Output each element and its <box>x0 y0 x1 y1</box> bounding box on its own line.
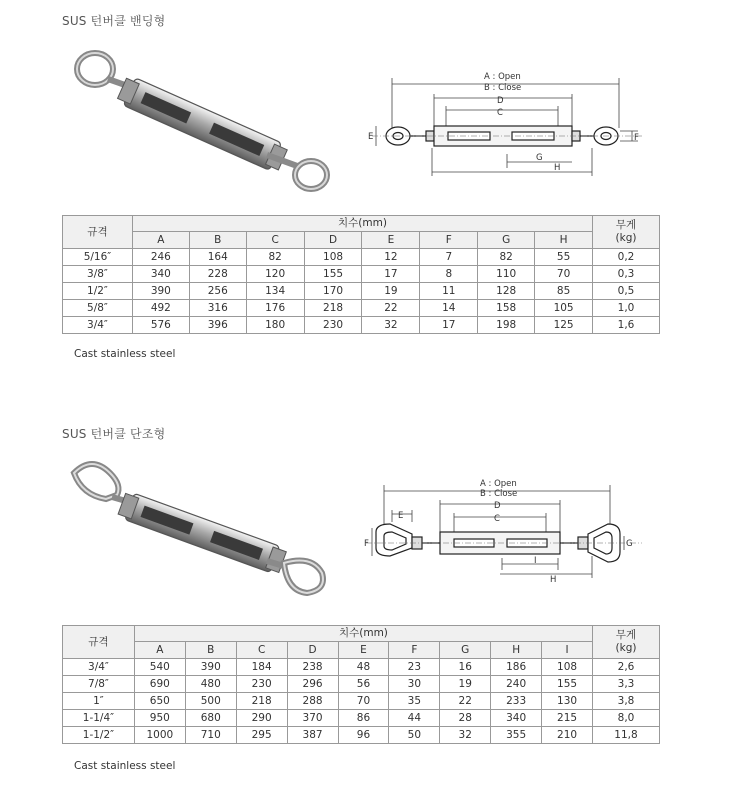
value-cell: 210 <box>542 727 593 744</box>
diagram1-label-d: D <box>497 96 504 106</box>
spec-table-forged <box>62 625 660 744</box>
value-cell: 55 <box>535 249 593 266</box>
value-cell: 650 <box>134 693 185 710</box>
value-cell: 290 <box>236 710 287 727</box>
value-cell: 316 <box>189 300 246 317</box>
value-cell: 170 <box>304 283 362 300</box>
value-cell: 215 <box>542 710 593 727</box>
value-cell: 14 <box>420 300 478 317</box>
table-row <box>63 693 660 710</box>
spec-table-bending <box>62 215 660 334</box>
value-cell: 396 <box>189 317 246 334</box>
value-cell: 233 <box>491 693 542 710</box>
value-cell: 155 <box>542 676 593 693</box>
section1-title: SUS 턴버클 밴딩형 <box>62 14 166 28</box>
diagram1-label-b: B : Close <box>484 83 522 93</box>
diagram2-label-b: B : Close <box>480 489 518 499</box>
value-cell: 70 <box>535 266 593 283</box>
header-g: G <box>440 642 491 659</box>
spec-cell: 3/4″ <box>63 659 135 676</box>
value-cell: 96 <box>338 727 389 744</box>
turnbuckle-bending-photo <box>62 45 342 200</box>
value-cell: 1,0 <box>593 300 660 317</box>
value-cell: 19 <box>362 283 420 300</box>
value-cell: 16 <box>440 659 491 676</box>
value-cell: 130 <box>542 693 593 710</box>
value-cell: 288 <box>287 693 338 710</box>
section1-note: Cast stainless steel <box>74 348 176 360</box>
value-cell: 134 <box>246 283 304 300</box>
value-cell: 492 <box>132 300 189 317</box>
value-cell: 238 <box>287 659 338 676</box>
value-cell: 246 <box>132 249 189 266</box>
value-cell: 30 <box>389 676 440 693</box>
value-cell: 128 <box>478 283 535 300</box>
value-cell: 186 <box>491 659 542 676</box>
spec-cell: 1/2″ <box>63 283 133 300</box>
header-e: E <box>338 642 389 659</box>
value-cell: 218 <box>304 300 362 317</box>
header-a: A <box>132 232 189 249</box>
value-cell: 155 <box>304 266 362 283</box>
value-cell: 32 <box>362 317 420 334</box>
spec-cell: 7/8″ <box>63 676 135 693</box>
turnbuckle-forged-diagram <box>362 476 652 586</box>
diagram2-label-f: F <box>364 539 369 549</box>
header-weight: 무게 (kg) <box>593 626 660 659</box>
turnbuckle-forged-photo <box>62 455 332 605</box>
value-cell: 82 <box>478 249 535 266</box>
value-cell: 0,5 <box>593 283 660 300</box>
value-cell: 0,2 <box>593 249 660 266</box>
header-dims: 치수(mm) <box>132 216 592 232</box>
value-cell: 108 <box>542 659 593 676</box>
table-row <box>63 659 660 676</box>
value-cell: 218 <box>236 693 287 710</box>
section2-note: Cast stainless steel <box>74 760 176 772</box>
value-cell: 8,0 <box>593 710 660 727</box>
spec-cell: 1-1/4″ <box>63 710 135 727</box>
turnbuckle-bending-diagram <box>362 68 652 183</box>
value-cell: 125 <box>535 317 593 334</box>
value-cell: 180 <box>246 317 304 334</box>
diagram2-label-i: I <box>534 556 537 566</box>
header-f: F <box>389 642 440 659</box>
value-cell: 230 <box>236 676 287 693</box>
value-cell: 390 <box>132 283 189 300</box>
header-spec: 규격 <box>63 626 135 659</box>
value-cell: 230 <box>304 317 362 334</box>
header-spec: 규격 <box>63 216 133 249</box>
value-cell: 340 <box>132 266 189 283</box>
value-cell: 17 <box>420 317 478 334</box>
diagram1-label-a: A : Open <box>484 72 521 82</box>
header-f: F <box>420 232 478 249</box>
value-cell: 340 <box>491 710 542 727</box>
value-cell: 0,3 <box>593 266 660 283</box>
value-cell: 228 <box>189 266 246 283</box>
value-cell: 11 <box>420 283 478 300</box>
header-d: D <box>287 642 338 659</box>
header-h: H <box>491 642 542 659</box>
value-cell: 32 <box>440 727 491 744</box>
spec-cell: 3/8″ <box>63 266 133 283</box>
value-cell: 1,6 <box>593 317 660 334</box>
diagram1-label-h: H <box>554 163 561 173</box>
value-cell: 256 <box>189 283 246 300</box>
value-cell: 22 <box>440 693 491 710</box>
value-cell: 70 <box>338 693 389 710</box>
table-row <box>63 676 660 693</box>
value-cell: 86 <box>338 710 389 727</box>
table-row <box>63 266 660 283</box>
table-row <box>63 249 660 266</box>
header-g: G <box>478 232 535 249</box>
spec-cell: 1″ <box>63 693 135 710</box>
spec-cell: 5/8″ <box>63 300 133 317</box>
value-cell: 28 <box>440 710 491 727</box>
value-cell: 82 <box>246 249 304 266</box>
diagram2-label-e: E <box>398 511 404 521</box>
value-cell: 158 <box>478 300 535 317</box>
header-c: C <box>236 642 287 659</box>
value-cell: 296 <box>287 676 338 693</box>
header-weight: 무게 (kg) <box>593 216 660 249</box>
value-cell: 48 <box>338 659 389 676</box>
diagram1-label-g: G <box>536 153 543 163</box>
table-row <box>63 300 660 317</box>
value-cell: 950 <box>134 710 185 727</box>
value-cell: 120 <box>246 266 304 283</box>
diagram2-label-h: H <box>550 575 557 585</box>
value-cell: 1000 <box>134 727 185 744</box>
header-d: D <box>304 232 362 249</box>
diagram1-label-f: F <box>634 133 639 143</box>
diagram2-label-d: D <box>494 501 501 511</box>
header-e: E <box>362 232 420 249</box>
section2-title: SUS 턴버클 단조형 <box>62 427 166 441</box>
value-cell: 480 <box>185 676 236 693</box>
value-cell: 85 <box>535 283 593 300</box>
value-cell: 295 <box>236 727 287 744</box>
diagram2-label-c: C <box>494 514 500 524</box>
header-b: B <box>185 642 236 659</box>
value-cell: 8 <box>420 266 478 283</box>
value-cell: 2,6 <box>593 659 660 676</box>
value-cell: 690 <box>134 676 185 693</box>
value-cell: 108 <box>304 249 362 266</box>
header-b: B <box>189 232 246 249</box>
value-cell: 50 <box>389 727 440 744</box>
value-cell: 17 <box>362 266 420 283</box>
table-row <box>63 317 660 334</box>
value-cell: 500 <box>185 693 236 710</box>
value-cell: 3,8 <box>593 693 660 710</box>
table-row <box>63 710 660 727</box>
value-cell: 387 <box>287 727 338 744</box>
header-h: H <box>535 232 593 249</box>
value-cell: 23 <box>389 659 440 676</box>
diagram1-label-c: C <box>497 108 503 118</box>
value-cell: 110 <box>478 266 535 283</box>
value-cell: 11,8 <box>593 727 660 744</box>
value-cell: 105 <box>535 300 593 317</box>
value-cell: 680 <box>185 710 236 727</box>
value-cell: 355 <box>491 727 542 744</box>
table-row <box>63 283 660 300</box>
diagram2-label-g: G <box>626 539 633 549</box>
value-cell: 576 <box>132 317 189 334</box>
spec-cell: 3/4″ <box>63 317 133 334</box>
value-cell: 710 <box>185 727 236 744</box>
value-cell: 3,3 <box>593 676 660 693</box>
value-cell: 12 <box>362 249 420 266</box>
value-cell: 22 <box>362 300 420 317</box>
value-cell: 198 <box>478 317 535 334</box>
value-cell: 390 <box>185 659 236 676</box>
header-a: A <box>134 642 185 659</box>
value-cell: 35 <box>389 693 440 710</box>
value-cell: 44 <box>389 710 440 727</box>
value-cell: 19 <box>440 676 491 693</box>
value-cell: 240 <box>491 676 542 693</box>
diagram2-label-a: A : Open <box>480 479 517 489</box>
spec-cell: 1-1/2″ <box>63 727 135 744</box>
value-cell: 56 <box>338 676 389 693</box>
value-cell: 7 <box>420 249 478 266</box>
table-row <box>63 727 660 744</box>
value-cell: 164 <box>189 249 246 266</box>
value-cell: 184 <box>236 659 287 676</box>
diagram1-label-e: E <box>368 132 374 142</box>
header-dims: 치수(mm) <box>134 626 592 642</box>
value-cell: 540 <box>134 659 185 676</box>
header-c: C <box>246 232 304 249</box>
spec-cell: 5/16″ <box>63 249 133 266</box>
value-cell: 370 <box>287 710 338 727</box>
value-cell: 176 <box>246 300 304 317</box>
header-i: I <box>542 642 593 659</box>
